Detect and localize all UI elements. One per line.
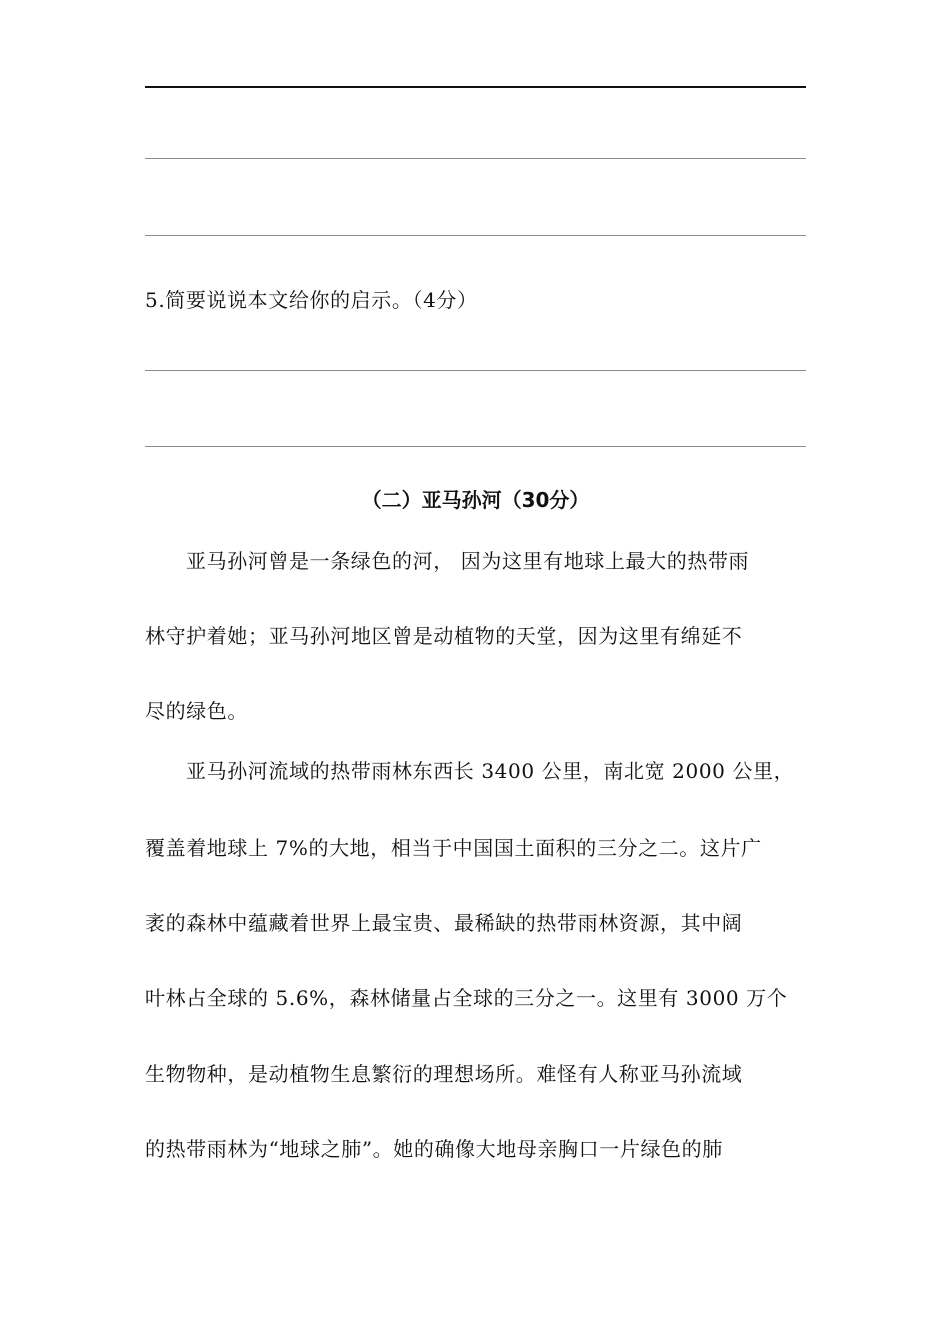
question-5-prompt: 5.简要说说本文给你的启示。（4分）	[145, 288, 478, 312]
passage-line: 尽的绿色。	[145, 699, 248, 723]
passage-line: 的热带雨林为“地球之肺”。她的确像大地母亲胸口一片绿色的肺	[145, 1137, 723, 1161]
passage-line: 亚马孙河曾是一条绿色的河， 因为这里有地球上最大的热带雨	[186, 549, 750, 573]
passage-line: 亚马孙河流域的热带雨林东西长 3400 公里，南北宽 2000 公里，	[186, 759, 795, 783]
passage-line: 林守护着她；亚马孙河地区曾是动植物的天堂，因为这里有绵延不	[145, 624, 743, 648]
passage-line: 袤的森林中蕴藏着世界上最宝贵、最稀缺的热带雨林资源，其中阔	[145, 911, 743, 935]
answer-line-top	[145, 86, 806, 88]
answer-line	[145, 446, 806, 447]
answer-line	[145, 235, 806, 236]
answer-line	[145, 370, 806, 371]
passage-line: 叶林占全球的 5.6%，森林储量占全球的三分之一。这里有 3000 万个	[145, 986, 788, 1010]
passage-line: 覆盖着地球上 7%的大地，相当于中国国土面积的三分之二。这片广	[145, 836, 762, 860]
answer-line	[145, 158, 806, 159]
passage-title: （二）亚马孙河（30分）	[361, 488, 590, 512]
passage-line: 生物物种，是动植物生息繁衍的理想场所。难怪有人称亚马孙流域	[145, 1062, 743, 1086]
